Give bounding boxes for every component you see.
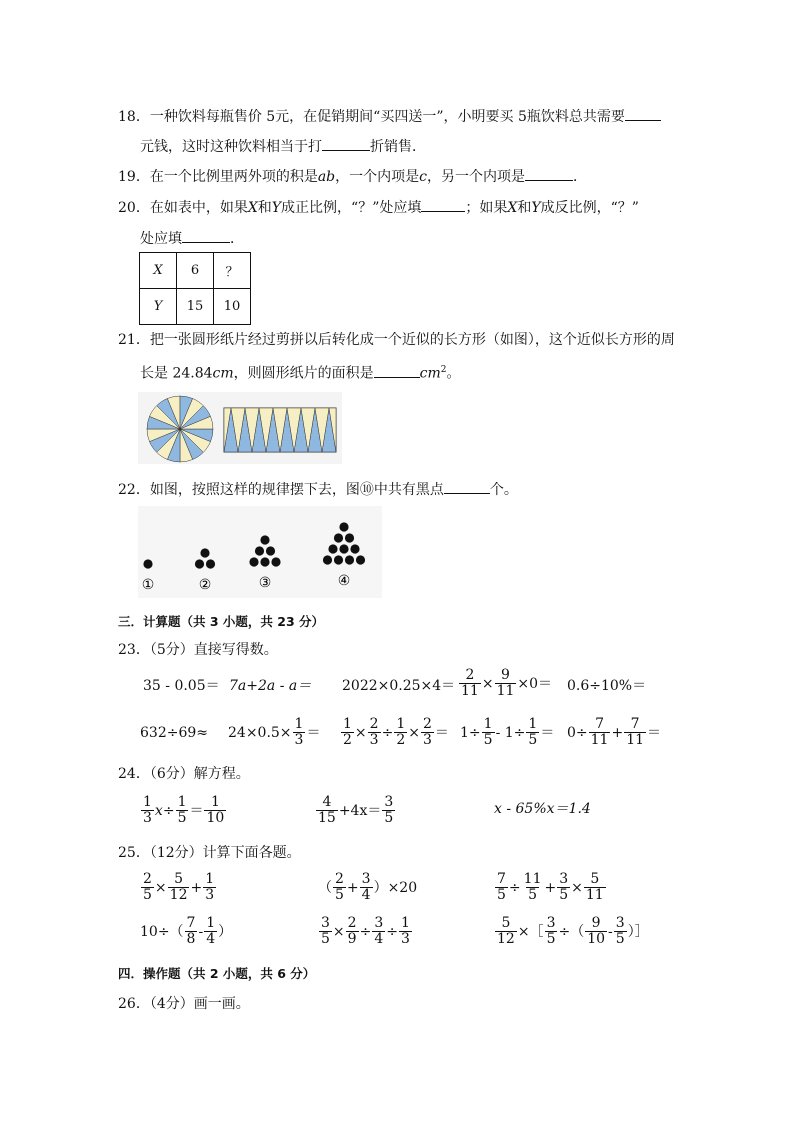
answer-blank[interactable] [525, 166, 573, 181]
table-cell: 6 [177, 253, 214, 289]
q22-line: 22．如图，按照这样的规律摆下去，图⑩中共有黑点 个。 [118, 479, 518, 499]
q24-equation-3: x - 65%x＝1.4 [494, 801, 591, 817]
q23-item: $\frac{2}{11}$ × $\frac{9}{11}$ ×0＝ [461, 667, 553, 699]
black-dot [334, 533, 343, 542]
q20-line1: 20．在如表中，如果X和Y成正比例，“？”处应填 ；如果X和Y成反比例，“？” [118, 197, 639, 217]
q23-item: $\frac{1}{2}$ × $\frac{2}{3}$ ÷ $\frac{1}{2}$ × $\frac{2}{3}$ ＝ [343, 716, 449, 748]
black-dot [266, 546, 275, 555]
q23-item: 1÷ $\frac{1}{5}$ - 1÷ $\frac{1}{5}$ ＝ [460, 716, 555, 748]
black-dot [200, 548, 209, 557]
q23-title: 23．（5分）直接写得数。 [118, 642, 278, 658]
black-dot [339, 522, 348, 531]
q25-expression: $\frac{5}{12}$ ×［ $\frac{3}{5}$ ÷（ $\frac{9}{10}$ - $\frac{3}{5}$ ）］ [497, 915, 649, 947]
section-4-title: 四．操作题（共 2 小题，共 6 分） [118, 966, 316, 981]
q23-item: 632÷69≈ [140, 725, 208, 741]
figure-label: ③ [258, 575, 272, 591]
table-cell: X [140, 253, 177, 289]
figure-label: ② [198, 577, 212, 593]
table-cell: 10 [214, 289, 251, 325]
dot-pattern-figure [138, 506, 382, 598]
black-dot [260, 557, 269, 566]
q23-item: 7a+2a - a＝ [229, 678, 312, 694]
table-cell: Y [140, 289, 177, 325]
xy-table [139, 252, 251, 325]
black-dot [249, 557, 258, 566]
circle-sectors [147, 396, 213, 462]
answer-blank[interactable] [182, 228, 230, 243]
q23-item: 0÷ $\frac{7}{11}$ + $\frac{7}{11}$ ＝ [567, 716, 662, 748]
table-cell: 15 [177, 289, 214, 325]
section-3-title: 三．计算题（共 3 小题，共 23 分） [118, 614, 325, 629]
q23-item: 24×0.5× $\frac{1}{3}$ ＝ [228, 716, 321, 748]
q23-item: 2022×0.25×4＝ [342, 678, 456, 694]
q25-expression: $\frac{3}{5}$ × $\frac{2}{9}$ ÷ $\frac{3}{4}$ ÷ $\frac{1}{3}$ [321, 915, 410, 947]
black-dot [143, 559, 152, 568]
table-cell: ？ [214, 253, 251, 289]
black-dot [334, 555, 343, 564]
q18-line1: 18．一种饮料每瓶售价 5元，在促销期间“买四送一”，小明要买 5瓶饮料总共需要 [118, 106, 661, 126]
black-dot [260, 535, 269, 544]
figure-label: ④ [337, 573, 351, 589]
black-dot [345, 555, 354, 564]
black-dot [328, 544, 337, 553]
q25-expression: $\frac{7}{5}$ ÷ $\frac{11}{5}$ + $\frac{3}{5}$ × $\frac{5}{11}$ [497, 871, 604, 903]
answer-blank[interactable] [421, 197, 465, 212]
black-dot [323, 555, 332, 564]
answer-blank[interactable] [374, 363, 420, 378]
black-dot [339, 544, 348, 553]
black-dot [195, 559, 204, 568]
rectangle-sectors [224, 408, 336, 452]
answer-blank[interactable] [625, 106, 661, 121]
circle-to-rectangle-figure [138, 392, 342, 464]
q23-item: 0.6÷10%＝ [567, 678, 647, 694]
black-dot [206, 559, 215, 568]
q25-expression: （ $\frac{2}{5}$ + $\frac{3}{4}$ ）×20 [318, 871, 418, 903]
figure-label: ① [141, 577, 155, 593]
q21-line2: 长是 24.84cm，则圆形纸片的面积是 $cm^2$。 [140, 361, 461, 383]
q25-expression: $\frac{2}{5}$ × $\frac{5}{12}$ + $\frac{1}{3}$ [143, 871, 215, 903]
q18-line2: 元钱，这时这种饮料相当于打 折销售． [140, 136, 426, 156]
q25-expression: 10÷（ $\frac{7}{8}$ - $\frac{1}{4}$ ） [140, 915, 233, 947]
black-dot [271, 557, 280, 566]
q23-item: 35 - 0.05＝ [143, 678, 220, 694]
q24-equation-1: $\frac{1}{3}$ x÷ $\frac{1}{5}$ ＝ $\frac{1}{10}$ [143, 794, 225, 826]
answer-blank[interactable] [322, 136, 370, 151]
black-dot [350, 544, 359, 553]
q24-title: 24．（6分）解方程。 [118, 766, 250, 782]
q20-line2: 处应填 ． [140, 228, 244, 248]
q19-line: 19．在一个比例里两外项的积是ab，一个内项是c，另一个内项是 ． [118, 166, 587, 186]
q21-line1: 21．把一张圆形纸片经过剪拼以后转化成一个近似的长方形（如图），这个近似长方形的周 [118, 332, 675, 348]
q24-equation-2: $\frac{4}{15}$ +4x＝ $\frac{3}{5}$ [318, 794, 394, 826]
black-dot [255, 546, 264, 555]
black-dot [345, 533, 354, 542]
q25-title: 25．（12分）计算下面各题。 [118, 845, 301, 861]
black-dot [356, 555, 365, 564]
q26-title: 26．（4分）画一画。 [118, 996, 250, 1012]
answer-blank[interactable] [444, 479, 490, 494]
